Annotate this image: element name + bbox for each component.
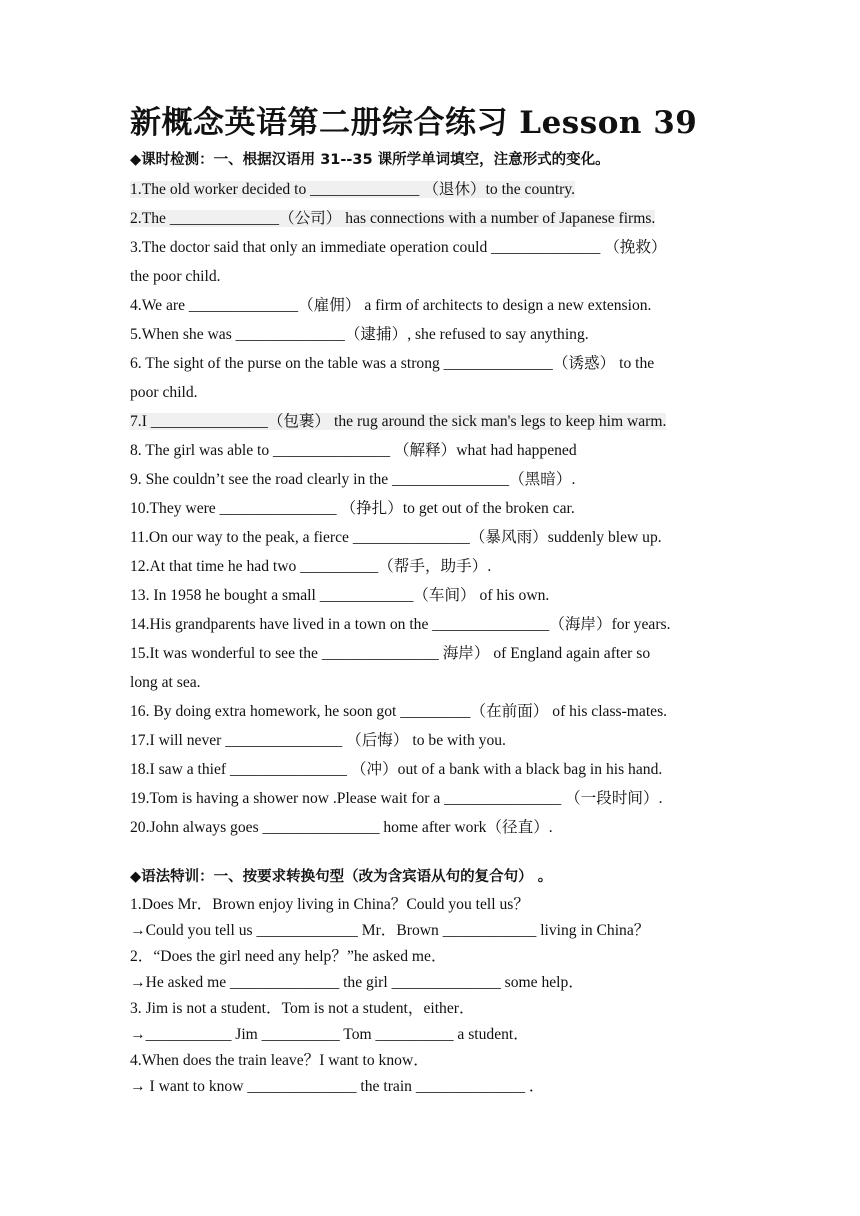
- exercise-line: 10.They were _______________ （挣扎）to get out of the broken car.: [130, 500, 575, 517]
- exercise-line: 4.We are ______________（雇佣） a firm of architects to design a new extension.: [130, 297, 652, 314]
- exercise-line: 14.His grandparents have lived in a town on the _______________（海岸）for years.: [130, 616, 671, 633]
- grammar-section-heading: ◆语法特训：一、按要求转换句型（改为含宾语从句的复合句） 。: [130, 869, 553, 885]
- exercise-line: 8. The girl was able to _______________ （解释）what had happened: [130, 442, 577, 459]
- worksheet-page: [130, 100, 734, 1100]
- exercise-line: 1.The old worker decided to ______________ （退休）to the country.: [130, 181, 576, 198]
- exercise-line: 5.When she was ______________（逮捕）, she refused to say anything.: [130, 326, 589, 343]
- exercise-line: 12.At that time he had two __________（帮手，助手）.: [130, 558, 492, 575]
- section-spacer: [130, 842, 734, 863]
- page-title: 新概念英语第二册综合练习 Lesson 39: [130, 105, 698, 141]
- grammar-line: →He asked me ______________ the girl ______________ some help．: [130, 974, 584, 991]
- grammar-line: 3. Jim is not a student．Tom is not a student，either．: [130, 1000, 475, 1017]
- vocabulary-section: [130, 146, 734, 842]
- grammar-section: [130, 863, 734, 1100]
- exercise-line: 6. The sight of the purse on the table was a strong ______________（诱惑） to the: [130, 355, 655, 372]
- exercise-line: long at sea.: [130, 674, 201, 691]
- exercise-line: 11.On our way to the peak, a fierce _______________（暴风雨）suddenly blew up.: [130, 529, 662, 546]
- exercise-line: 19.Tom is having a shower now .Please wait for a _______________ （一段时间）.: [130, 790, 663, 807]
- exercise-line: poor child.: [130, 384, 198, 401]
- exercise-line: 7.I _______________（包裹） the rug around the sick man's legs to keep him warm.: [130, 413, 667, 430]
- exercise-line: 2.The ______________（公司） has connections with a number of Japanese firms.: [130, 210, 656, 227]
- grammar-line: → I want to know ______________ the train ______________ ．: [130, 1078, 545, 1095]
- exercise-line: 20.John always goes _______________ home after work（径直）.: [130, 819, 553, 836]
- grammar-line: 1.Does Mr．Brown enjoy living in China？Could you tell us？: [130, 896, 529, 913]
- grammar-line: →Could you tell us _____________ Mr．Brown ____________ living in China？: [130, 922, 650, 939]
- exercise-line: 13. In 1958 he bought a small ____________（车间） of his own.: [130, 587, 550, 604]
- exercise-line: the poor child.: [130, 268, 221, 285]
- grammar-line: 2．“Does the girl need any help？”he asked me．: [130, 948, 447, 965]
- grammar-line: 4.When does the train leave？I want to know．: [130, 1052, 429, 1069]
- exercise-line: 15.It was wonderful to see the _______________ 海岸） of England again after so: [130, 645, 651, 662]
- grammar-line: →___________ Jim __________ Tom __________ a student．: [130, 1026, 529, 1043]
- exercise-line: 16. By doing extra homework, he soon got _________（在前面） of his class-mates.: [130, 703, 668, 720]
- vocabulary-section-heading: ◆课时检测：一、根据汉语用 31--35 课所学单词填空，注意形式的变化。: [130, 152, 610, 168]
- exercise-line: 9. She couldn’t see the road clearly in the _______________（黑暗）.: [130, 471, 576, 488]
- exercise-line: 3.The doctor said that only an immediate operation could ______________ （挽救）: [130, 239, 667, 256]
- exercise-line: 17.I will never _______________ （后悔） to be with you.: [130, 732, 506, 749]
- exercise-line: 18.I saw a thief _______________ （冲）out of a bank with a black bag in his hand.: [130, 761, 663, 778]
